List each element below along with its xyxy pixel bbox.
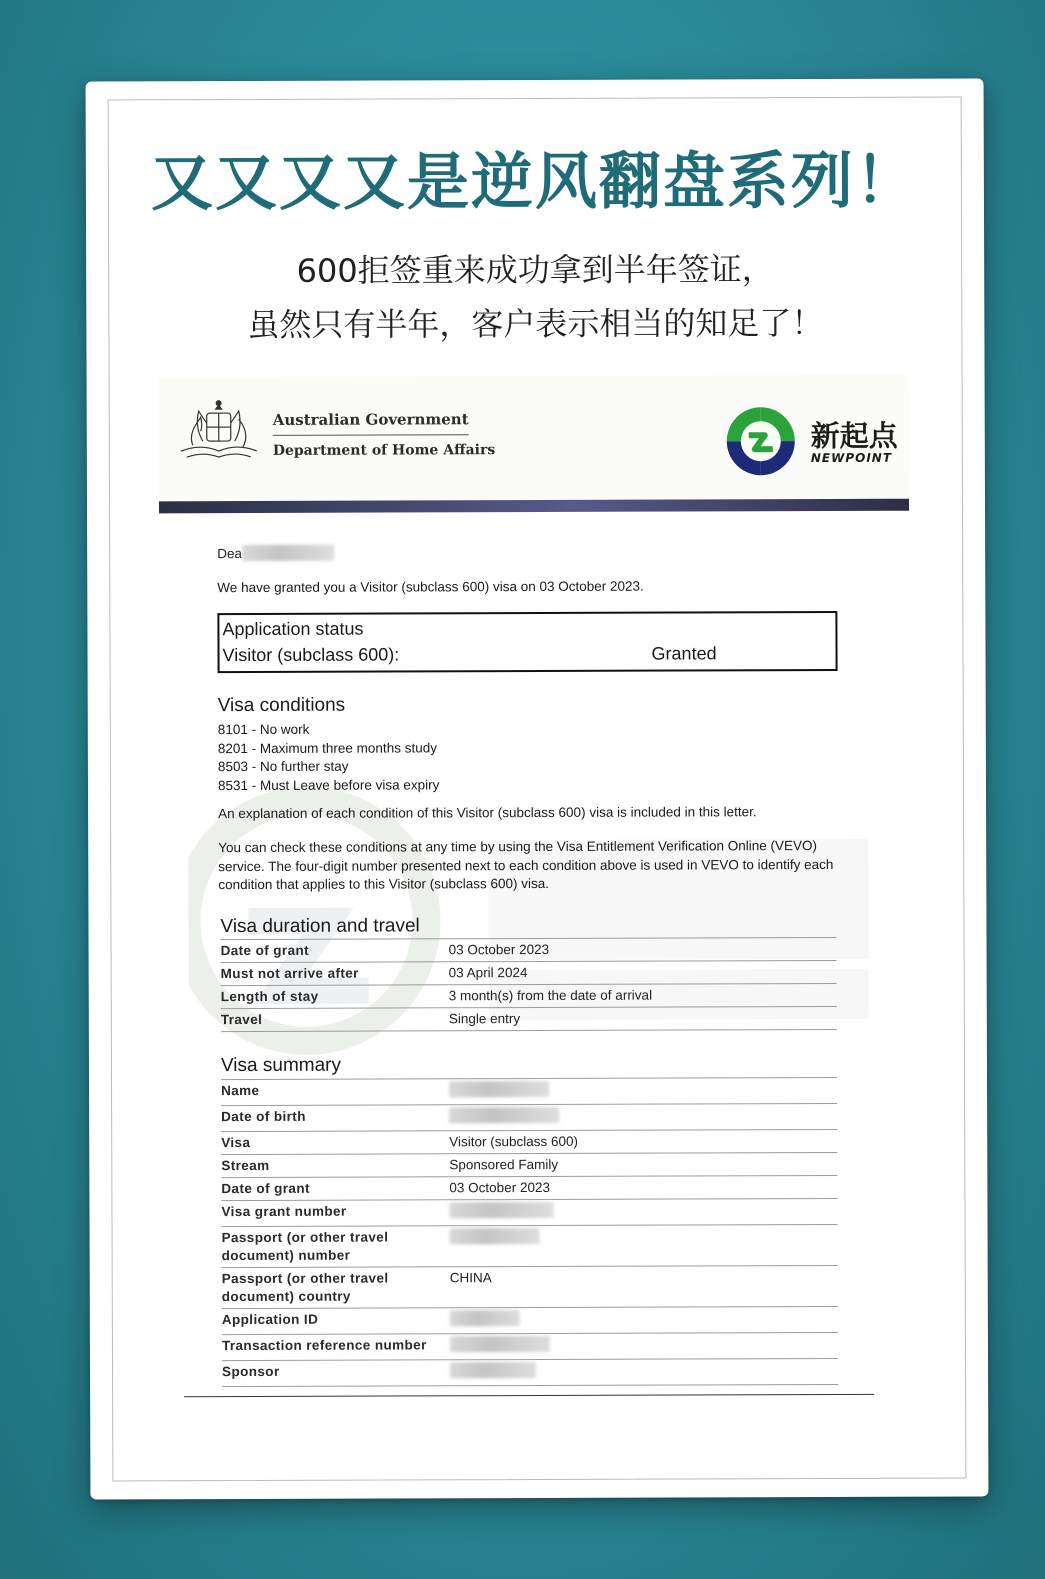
table-row: [221, 1103, 837, 1131]
application-status-value: Granted: [651, 643, 717, 664]
summary-title: Visa summary: [220, 1054, 342, 1077]
row-label: Visa: [221, 1131, 449, 1155]
vevo-paragraph: You can check these conditions at any time by using the Visa Entitlement Verification Online (VEVO) service. The four-digit number presented next to each condition above is used in VEVO to identify each condition that applies to this Visitor (subclass 600) visa.: [218, 838, 834, 893]
conditions-explanation: An explanation of each condition of this Visitor (subclass 600) visa is included in this letter.: [218, 804, 757, 822]
visa-conditions-title: Visa conditions: [217, 694, 346, 717]
row-value: [449, 1077, 837, 1104]
condition-item: 8531 - Must Leave before visa expiry: [217, 776, 440, 793]
row-value: 3 month(s) from the date of arrival: [449, 983, 837, 1007]
coat-of-arms-icon: [173, 395, 265, 465]
brand-name-cn: 新起点: [810, 418, 898, 454]
subheadline-line2: 虽然只有半年，客户表示相当的知足了！: [247, 303, 824, 345]
redacted-name: [242, 545, 334, 561]
condition-item: 8201 - Maximum three months study: [217, 739, 437, 756]
redacted-value: [449, 1202, 553, 1218]
row-label: Application ID: [222, 1308, 450, 1335]
row-label: Travel: [221, 1008, 449, 1032]
condition-item: 8503 - No further stay: [217, 758, 349, 775]
row-value: 03 October 2023: [449, 937, 837, 961]
row-value: Visitor (subclass 600): [449, 1129, 837, 1153]
letterhead: [159, 375, 909, 508]
grant-sentence: We have granted you a Visitor (subclass 600) visa on 03 October 2023.: [217, 578, 644, 596]
row-value: [450, 1358, 838, 1385]
paper-sheet: [86, 78, 989, 1499]
application-status-title: Application status: [222, 618, 364, 640]
table-row: [221, 1129, 837, 1154]
gov-department: Department of Home Affairs: [272, 442, 496, 459]
duration-title: Visa duration and travel: [220, 915, 420, 938]
row-label: Length of stay: [221, 985, 449, 1009]
newpoint-logo-icon: [721, 401, 801, 481]
table-row: [221, 1077, 837, 1105]
row-value: Single entry: [449, 1006, 837, 1030]
table-row: [221, 1006, 837, 1031]
visa-conditions-list: [218, 720, 440, 795]
row-label: Date of grant: [221, 939, 449, 963]
row-value: [450, 1306, 838, 1333]
table-row: [222, 1265, 838, 1308]
table-row: [221, 937, 837, 962]
row-value: [449, 1103, 837, 1130]
redacted-value: [450, 1310, 520, 1326]
table-row: [222, 1358, 838, 1386]
row-value: [450, 1224, 838, 1266]
gov-name: Australian Government: [272, 410, 469, 429]
redacted-value: [450, 1362, 536, 1378]
redacted-value: [449, 1081, 549, 1097]
condition-item: 8101 - No work: [217, 721, 310, 738]
brand-name-en: NEWPOINT: [810, 450, 893, 466]
row-value: [450, 1332, 838, 1359]
salutation: [217, 545, 334, 561]
redacted-value: [450, 1228, 540, 1244]
row-value: Sponsored Family: [449, 1152, 837, 1176]
headline: 又又又又是逆风翻盘系列！: [150, 143, 920, 220]
row-value: CHINA: [450, 1265, 838, 1307]
row-value: 03 April 2024: [449, 960, 837, 984]
application-status-visa: Visitor (subclass 600):: [222, 644, 400, 666]
row-label: Date of birth: [221, 1105, 449, 1132]
table-row: [222, 1224, 838, 1267]
salutation-text: Dea: [217, 546, 242, 562]
row-label: Passport (or other travel document) country: [222, 1267, 450, 1309]
row-label: Sponsor: [222, 1360, 450, 1387]
row-label: Stream: [221, 1154, 449, 1178]
row-value: [449, 1198, 837, 1225]
row-label: Passport (or other travel document) number: [222, 1226, 450, 1268]
gov-divider: [273, 434, 469, 436]
table-row: [221, 983, 837, 1008]
application-status-box: [217, 611, 837, 673]
subheadline-line1: 600拒签重来成功拿到半年签证，: [296, 250, 774, 290]
table-row: [221, 1152, 837, 1177]
row-label: Must not arrive after: [221, 962, 449, 986]
table-row: [221, 1175, 837, 1200]
redacted-value: [449, 1107, 559, 1123]
row-label: Visa grant number: [221, 1200, 449, 1227]
table-row: [222, 1332, 838, 1360]
summary-table: [221, 1077, 838, 1387]
table-row: [221, 960, 837, 985]
table-row: [222, 1306, 838, 1334]
table-row: [221, 1198, 837, 1226]
row-value: 03 October 2023: [449, 1175, 837, 1199]
row-label: Name: [221, 1079, 449, 1106]
row-label: Date of grant: [221, 1177, 449, 1201]
redacted-value: [450, 1336, 550, 1352]
duration-table: [221, 937, 837, 1032]
row-label: Transaction reference number: [222, 1334, 450, 1361]
